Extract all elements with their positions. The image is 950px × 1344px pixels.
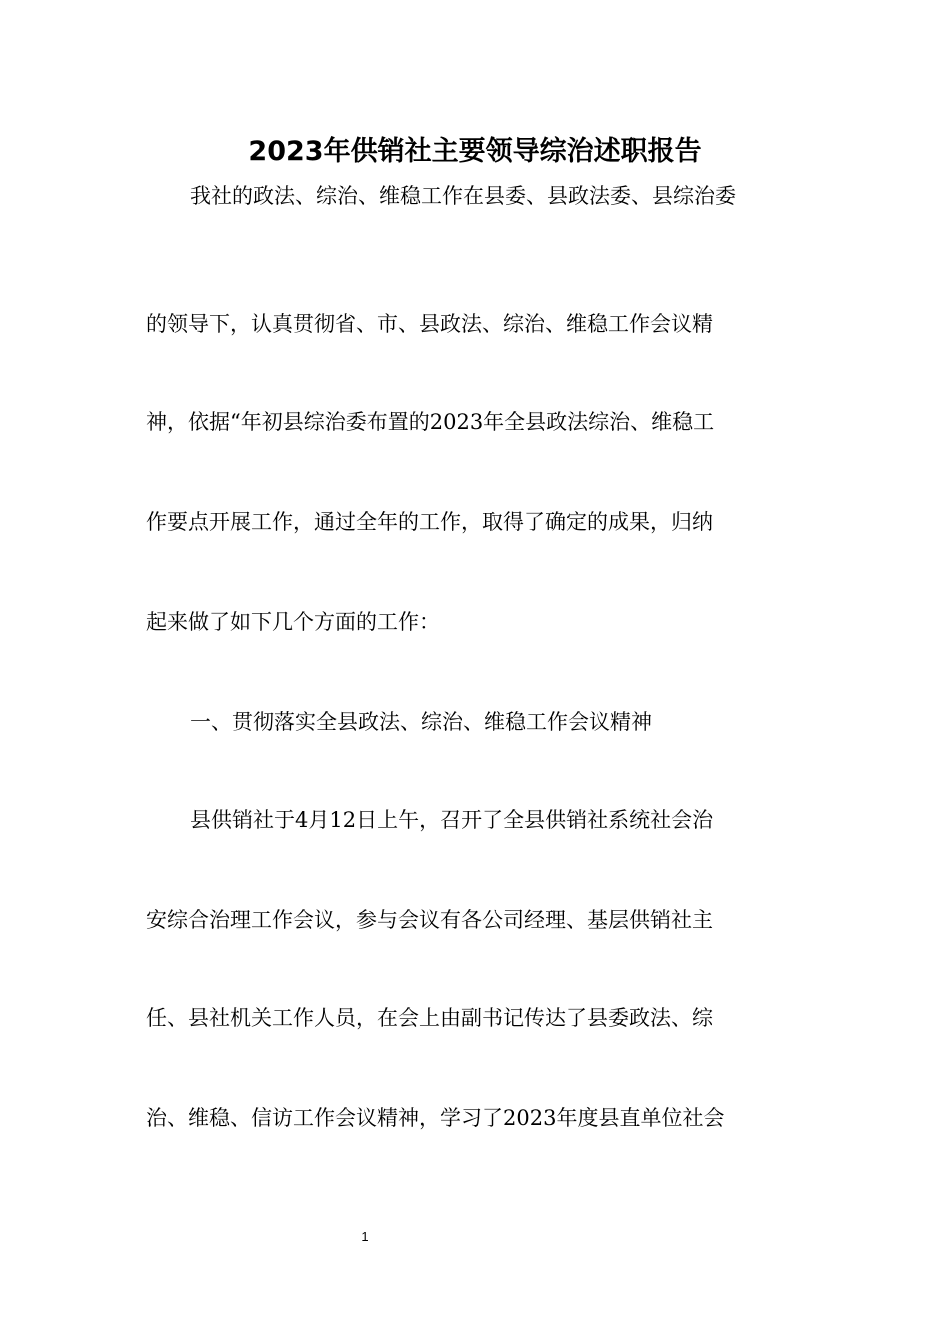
section-heading: 一、贯彻落实全县政法、综治、维稳工作会议精神 bbox=[190, 710, 652, 734]
paragraph-line: 县供销社于4月12日上午，召开了全县供销社系统社会治 bbox=[190, 808, 714, 832]
paragraph-line: 起来做了如下几个方面的工作： bbox=[146, 610, 440, 634]
document-title: 2023年供销社主要领导综治述职报告 bbox=[248, 136, 702, 167]
paragraph-line: 安综合治理工作会议，参与会议有各公司经理、基层供销社主 bbox=[146, 908, 713, 932]
paragraph-line: 治、维稳、信访工作会议精神，学习了2023年度县直单位社会 bbox=[146, 1106, 725, 1130]
paragraph-line: 作要点开展工作，通过全年的工作，取得了确定的成果，归纳 bbox=[146, 510, 713, 534]
paragraph-line: 我社的政法、综治、维稳工作在县委、县政法委、县综治委 bbox=[190, 184, 736, 208]
paragraph-line: 任、县社机关工作人员，在会上由副书记传达了县委政法、综 bbox=[146, 1006, 713, 1030]
page-number: 1 bbox=[361, 1229, 369, 1244]
paragraph-line: 的领导下，认真贯彻省、市、县政法、综治、维稳工作会议精 bbox=[146, 312, 713, 336]
paragraph-line: 神，依据“年初县综治委布置的2023年全县政法综治、维稳工 bbox=[146, 410, 715, 434]
